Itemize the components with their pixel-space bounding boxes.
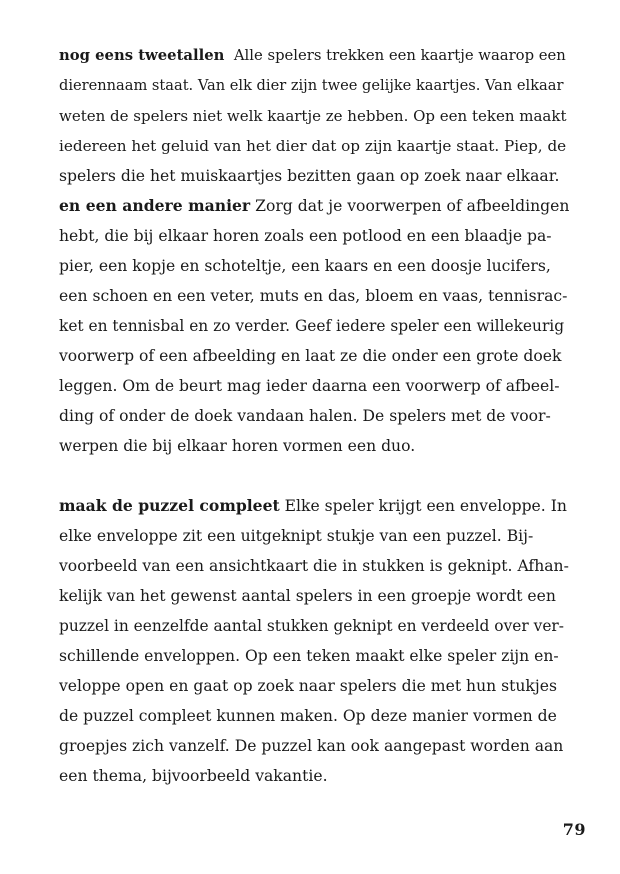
text-line: spelers die het muiskaartjes bezitten gaan op zoek naar elkaar. (59, 167, 560, 185)
section-heading-en-een-andere-manier: en een andere manier (59, 196, 251, 215)
text-line: werpen die bij elkaar horen vormen een duo. (59, 437, 416, 455)
paragraph-gap (59, 461, 569, 491)
text-line: voorwerp of een afbeelding en laat ze die onder een grote doek (59, 347, 562, 365)
text-line: schillende enveloppen. Op een teken maakt elke speler zijn en- (59, 647, 559, 665)
text-line (59, 491, 569, 521)
page-number: 79 (562, 820, 586, 839)
text-line (59, 41, 569, 71)
section-heading-nog-eens-tweetallen: nog eens tweetallen (59, 47, 225, 64)
text-line: iedereen het geluid van het dier dat op zijn kaartje staat. Piep, de (59, 137, 567, 155)
text-line (59, 191, 569, 221)
text-line: een thema, bijvoorbeeld vakantie. (59, 767, 328, 785)
text-line: ding of onder de doek vandaan halen. De spelers met de voor- (59, 407, 551, 425)
text-line: voorbeeld van een ansichtkaart die in stukken is geknipt. Afhan- (59, 557, 569, 575)
body-text (59, 41, 569, 791)
text-line: pier, een kopje en schoteltje, een kaars en een doosje lucifers, (59, 257, 551, 275)
text-line: hebt, die bij elkaar horen zoals een potlood en een blaadje pa- (59, 227, 552, 245)
section-text: Zorg dat je voorwerpen of afbeeldingen (255, 197, 570, 215)
text-line: een schoen en een veter, muts en das, bloem en vaas, tennisrac- (59, 287, 568, 305)
text-line: groepjes zich vanzelf. De puzzel kan ook aangepast worden aan (59, 737, 564, 755)
text-line: elke enveloppe zit een uitgeknipt stukje van een puzzel. Bij- (59, 527, 534, 545)
text-line: ket en tennisbal en zo verder. Geef iedere speler een willekeurig (59, 317, 565, 335)
section-text: Alle spelers trekken een kaartje waarop een (233, 47, 566, 64)
text-line: weten de spelers niet welk kaartje ze hebben. Op een teken maakt (59, 107, 567, 125)
text-line: kelijk van het gewenst aantal spelers in een groepje wordt een (59, 587, 556, 605)
text-line: veloppe open en gaat op zoek naar spelers die met hun stukjes (59, 677, 557, 695)
text-line: de puzzel compleet kunnen maken. Op deze manier vormen de (59, 707, 557, 725)
text-line: puzzel in eenzelfde aantal stukken geknipt en verdeeld over ver- (59, 617, 564, 635)
section-text: Elke speler krijgt een enveloppe. In (284, 497, 567, 515)
text-line: leggen. Om de beurt mag ieder daarna een voorwerp of afbeel- (59, 377, 560, 395)
section-heading-maak-de-puzzel-compleet: maak de puzzel compleet (59, 496, 280, 515)
text-line: dierennaam staat. Van elk dier zijn twee gelijke kaartjes. Van elkaar (59, 77, 564, 94)
